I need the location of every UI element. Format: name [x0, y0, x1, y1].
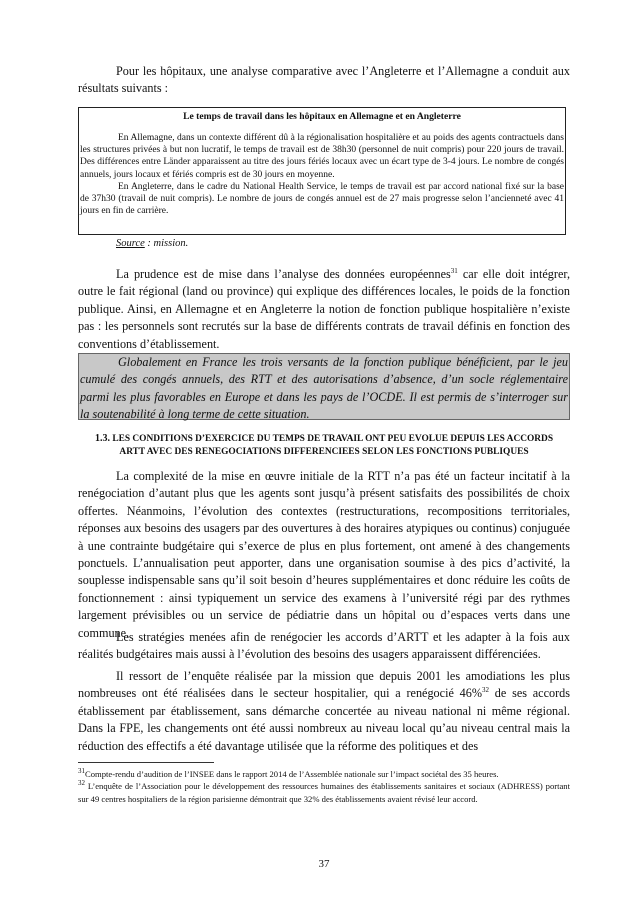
source-note [116, 238, 188, 249]
paragraph-text: La prudence est de mise dans l’analyse des données européennes [116, 267, 451, 281]
footnote-ref-31[interactable]: 31 [450, 266, 458, 275]
paragraph-text: car elle doit intégrer, outre le fait régional (land ou province) qui explique des différences locales, le poids de la fonction publique. Ainsi, en Allemagne et en Angleterre la notion de fonction publique hospitalière n’existe pas : les personnels sont recrutés sur la base de différents contrats de travail définis en fonction des conventions d’établissement. [78, 267, 570, 351]
footnote-number: 31 [78, 767, 85, 776]
page-number: 37 [318, 858, 330, 870]
heading-line-1: 1.3. LES CONDITIONS D’EXERCICE DU TEMPS DE TRAVAIL ONT PEU EVOLUE DEPUIS LES ACCORDS [94, 433, 554, 444]
footnote-number: 32 [78, 779, 85, 788]
intro-paragraph: Pour les hôpitaux, une analyse comparative avec l’Angleterre et l’Allemagne a conduit aux résultats suivants : [78, 64, 570, 95]
footnote-ref-32[interactable]: 32 [482, 686, 489, 695]
highlight-callout [78, 353, 570, 420]
box-paragraph-england: En Angleterre, dans le cadre du National Health Service, le temps de travail est par accord national fixé sur la base de 37h30 (travail de nuit compris). Le nombre de jours de congés annuel est de 27 mais progresse selon l’ancienneté avec 41 jours en fin de carrière. [80, 181, 564, 217]
footnote-text: Compte-rendu d’audition de l’INSEE dans le rapport 2014 de l’Assemblée nationale sur l’impact sociétal des 35 heures. [85, 769, 499, 779]
paragraph-survey [78, 668, 570, 755]
comparison-box [78, 107, 566, 235]
paragraph-text: de ses accords établissement par établissement, sans démarche concertée au niveau national ni même régional. Dans la FPE, les changements ont été aussi nombreux au niveau local qu’au niveau central mais la réduction des effectifs a été davantage utilisée que la réforme des politiques et des [78, 686, 570, 753]
paragraph-complexity: La complexité de la mise en œuvre initiale de la RTT n’a pas été un facteur incitatif à la renégociation d’autant plus que les agents sont jusqu’à présent satisfaits des possibilités de choix offertes. Néanmoins, l’évolution des contextes (restructurations, recompositions territoriales, réponses aux besoins des usagers par des ouvertures à des horaires atypiques ou continus) conjuguée à une contrainte budgétaire qui s’exerce de plus en plus fortement, ont amené à des changements ponctuels. L’annualisation peut apporter, dans une organisation soumise à des pics d’activité, la souplesse indispensable sans qu’il soit besoin d’heures supplémentaires et donc réduire les coûts de fonctionnement : ainsi typiquement un service des examens à l’université régi par des rythmes largement prévisibles ou un service de pédiatrie dans un hôpital ou d’espaces verts dans une commune. [78, 469, 570, 640]
footnote-divider [78, 762, 214, 763]
footnote-31 [78, 768, 570, 781]
callout-text: Globalement en France les trois versants de la fonction publique bénéficient, par le jeu cumulé des congés annuels, des RTT et des autorisations d’absence, d’un socle réglementaire parmi les plus favorables en Europe et dans les pays de l’OCDE. Il est permis de s’interroger sur la soutenabilité à long terme de cette situation. [80, 355, 568, 422]
heading-line-2: ARTT AVEC DES RENEGOCIATIONS DIFFERENCIEES SELON LES FONCTIONS PUBLIQUES [119, 447, 529, 457]
footnote-text: L’enquête de l’Association pour le développement des ressources humaines des établissements sanitaires et sociaux (ADHRESS) portant sur 49 centres hospitaliers de la région parisienne démontrait que 32% des établissements avaient révisé leur accord. [78, 781, 570, 804]
paragraph-prudence [78, 266, 570, 353]
section-heading [78, 432, 570, 459]
source-label: Source [116, 238, 145, 249]
paragraph-strategies: Les stratégies menées afin de renégocier les accords d’ARTT et les adapter à la fois aux réalités budgétaires mais aussi à l’évolution des besoins des usagers apparaissent différenciées. [78, 630, 570, 662]
box-title: Le temps de travail dans les hôpitaux en Allemagne et en Angleterre [183, 111, 461, 122]
source-text: : mission. [144, 238, 189, 249]
box-paragraph-germany: En Allemagne, dans un contexte différent dû à la régionalisation hospitalière et au poids des agents contractuels dans les structures privées à but non lucratif, le temps de travail est de 38h30 (personnel de nuit compris) pour 220 jours de travail. Des différences entre Länder apparaissent au titre des jours fériés locaux avec un écart type de 3-4 jours. Le nombre de congés annuels, jours locaux et fériés compris est de 30 jours en moyenne. [80, 133, 564, 180]
paragraph-text: Il ressort de l’enquête réalisée par la mission que depuis 2001 les amodiations les plus nombreuses ont été réalisées dans le secteur hospitalier, qui a renégocié 46% [78, 669, 570, 701]
footnote-32 [78, 780, 570, 805]
